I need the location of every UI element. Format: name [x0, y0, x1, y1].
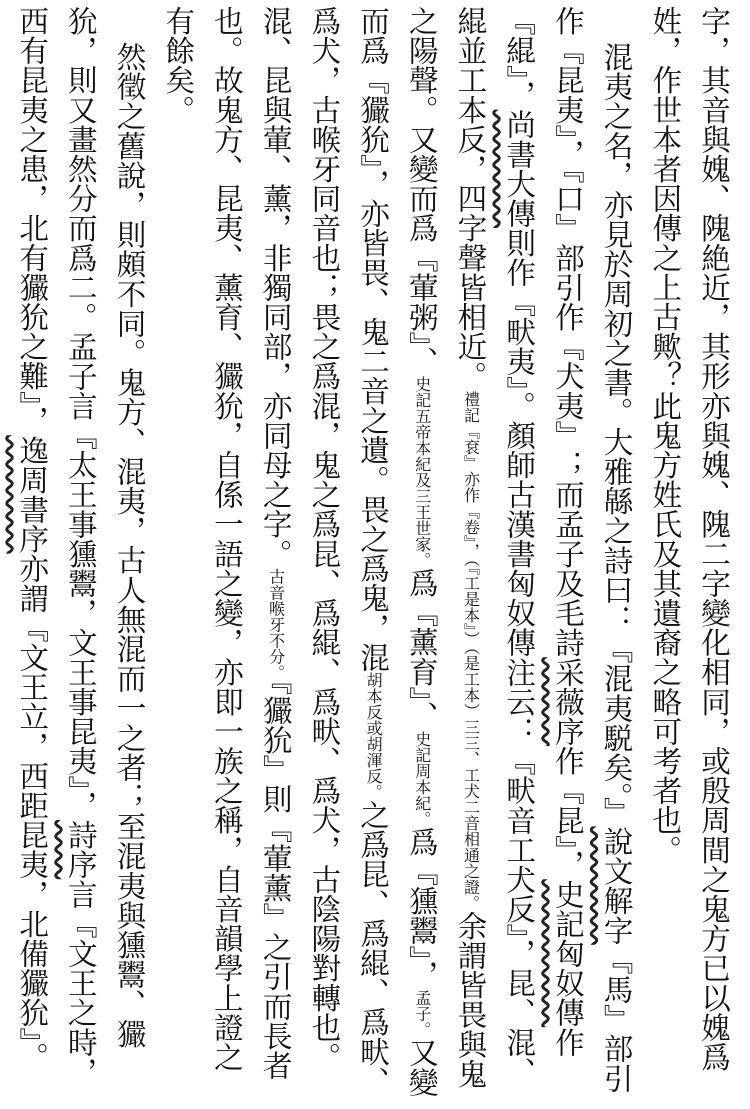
text-run: 大雅緜之詩曰: [599, 426, 634, 604]
paragraph-2: [154, 6, 641, 1101]
book-title: 史記匈奴傳: [550, 879, 585, 1028]
inline-note: 古音喉牙不分。: [266, 568, 286, 681]
book-title: 尚書大傳: [502, 109, 537, 229]
text-run: 『玁狁』則『葷薰』之引而長者也。故鬼方、昆夷、薰育、玁狁，自係一語之變，亦即一族之稱，自音韻學上證之有餘矣。: [161, 6, 293, 1081]
inline-note: 胡本反或胡渾反。: [364, 672, 384, 800]
book-title: 詩序: [63, 820, 98, 880]
text-run: ：『混夷駾矣。』: [599, 603, 634, 826]
inline-note: 史記周本紀。: [412, 730, 432, 827]
text-run: 則作『畎夷』。顏師古漢書匈奴傳注云：『畎音工犬反』，昆、混、緄並工本反，四字聲皆相近。: [453, 6, 537, 1087]
book-title: 說文解字: [599, 825, 634, 945]
text-run: 字，其音與媿、隗絶近，其形亦與媿、隗二字變化相同，或殷周間之鬼方已以媿爲姓，作世本者因傳之上古歟？此鬼方姓氏及其遺裔之略可考者也。: [648, 6, 731, 1072]
inline-note: 史記五帝本紀及三王世家。: [412, 376, 432, 568]
text-run: 作『緄』，: [502, 6, 585, 1057]
text-run: 之爲昆、爲緄、爲畎、爲犬，古喉牙同音也；畏之爲混，鬼之爲昆、爲緄、爲畎、爲犬，古陰陽對轉也。混、昆與葷、薰，非獨同部，亦同母之字。: [258, 6, 391, 1096]
text-run: 『馬』部引作『昆夷』，『口』部引作『犬夷』；而孟子及毛詩: [550, 6, 634, 1093]
text-run: 言『文王之時，西有昆夷之患，北有玁狁之難』，: [15, 6, 98, 1087]
paragraph-3: [0, 6, 154, 1101]
inline-note: 孟子。: [412, 989, 432, 1038]
text-run: 然徵之舊說，則頗不同。鬼方、混夷，古人無混而一之者；至混夷與獯鬻、玁狁，則又畫然分而爲二。: [63, 6, 147, 1048]
text-run: 爲『獯鬻』，: [404, 826, 439, 990]
text-run: 混夷之名，亦見於周初之書。: [599, 41, 634, 427]
inline-note: 禮記『袞』亦作『卷』，（『工是本』）（是工本）三三、工犬二音相通之證。: [461, 390, 481, 911]
vertical-text-body: [4, 6, 738, 1101]
text-run: 余謂皆畏與鬼之陽聲。又變而爲『葷粥』、: [404, 6, 488, 1089]
book-title: 采薇序: [550, 657, 585, 747]
text-run: 作『昆』，: [550, 746, 585, 880]
book-title: 逸周書序: [15, 435, 50, 554]
text-run: 亦謂『文王立，西距昆夷，北備玁狁』。: [15, 553, 50, 1072]
text-run: 爲『薰育』、: [404, 568, 439, 731]
text-run: 又變而爲『玁狁』，亦皆畏、鬼二音之遺。畏之爲鬼，混: [356, 6, 439, 1097]
paragraph-1: [641, 6, 738, 1101]
text-run: 孟子言『太王事獯鬻，文王事昆夷』，: [63, 331, 98, 821]
